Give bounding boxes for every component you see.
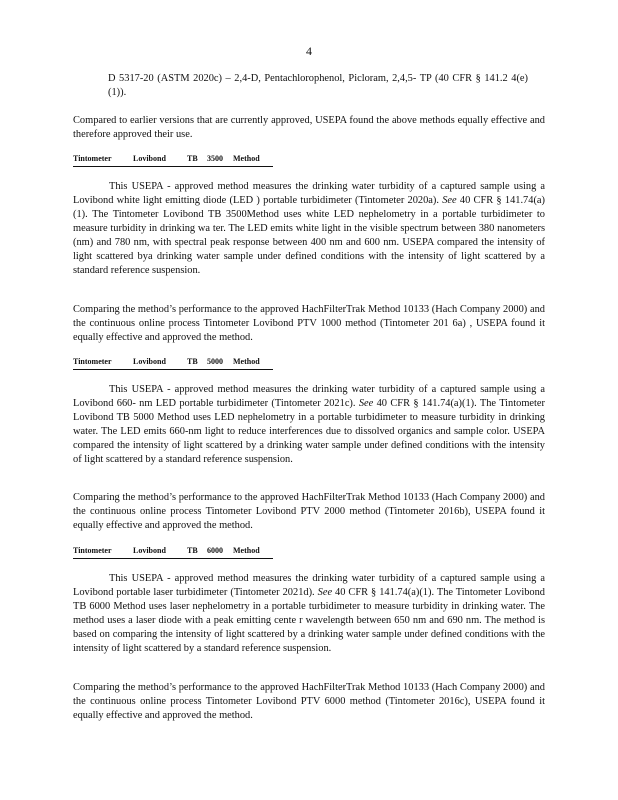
page-number: 4 bbox=[306, 44, 312, 58]
body-text: This USEPA - approved method measures the drinking water turbidity of a captured sample using a Lovibond 660- nm LED portable turbidimeter (Tintometer 2021c). bbox=[73, 384, 545, 409]
heading-word: Method bbox=[233, 154, 260, 163]
heading-word: 3500 bbox=[207, 154, 223, 163]
intro-paragraph: Compared to earlier versions that are currently approved, USEPA found the above methods equally effective and therefore approved their use. bbox=[73, 115, 545, 140]
body-text: This USEPA - approved method measures the drinking water turbidity of a captured sample using a Lovibond portable laser turbidimeter (Tintometer 2021d). bbox=[73, 573, 545, 598]
heading-word: Method bbox=[233, 546, 260, 555]
see-signal: See bbox=[442, 195, 457, 206]
body-text: 40 CFR § 141.74(a)(1). The Tintometer Lovibond TB 6000 Method uses laser nephelometry in a portable turbidimeter to measure turbidity in drinking water. The method uses a laser diode with a peak emitting cente r wavelength between 650 nm and 690 nm. The method is based on comparing the intensity of light scattered by a drinking water sample under defined conditions with the intensity of light scattered by a standard reference suspension. bbox=[73, 587, 545, 654]
heading-word: Lovibond bbox=[133, 154, 166, 163]
heading-word: Tintometer bbox=[73, 357, 112, 366]
section-comparison-tb3500: Comparing the method’s performance to the approved HachFilterTrak Method 10133 (Hach Company 2000) and the continuous online process Tintometer Lovibond PTV 1000 method (Tintometer 201 6a) , USEPA found it equally effective and approved the method. bbox=[73, 304, 545, 343]
see-signal: See bbox=[317, 587, 333, 598]
section-body-tb5000 bbox=[73, 383, 545, 467]
heading-word: 5000 bbox=[207, 357, 223, 366]
heading-word: Lovibond bbox=[133, 357, 166, 366]
section-comparison-tb5000: Comparing the method’s performance to the approved HachFilterTrak Method 10133 (Hach Company 2000) and the continuous online process Tintometer Lovibond PTV 2000 method (Tintometer 2016b), USEPA found it equally effective and approved the method. bbox=[73, 492, 545, 531]
heading-word: Method bbox=[233, 357, 260, 366]
section-comparison-tb6000: Comparing the method’s performance to the approved HachFilterTrak Method 10133 (Hach Company 2000) and the continuous online process Tintometer Lovibond PTV 6000 method (Tintometer 2016c), USEPA found it equally effective and approved the method. bbox=[73, 682, 545, 721]
body-text: 40 CFR § 141.74(a)(1). The Tintometer Lovibond TB 5000 Method uses LED nephelometry in a portable turbidimeter to measure turbidity in drinking water. The LED emits 660-nm light to reduce interferences due to dissolved organics and sample color. USEPA compared the intensity of light scattered by a drinking water sample under defined conditions with the intensity of light scattered by a standard reference suspension. bbox=[73, 398, 545, 465]
heading-word: Tintometer bbox=[73, 154, 112, 163]
heading-word: TB bbox=[187, 357, 198, 366]
heading-word: TB bbox=[187, 546, 198, 555]
heading-word: Lovibond bbox=[133, 546, 166, 555]
body-text: 40 CFR § 141.74(a)(1). The Tintometer Lovibond TB 3500Method uses white LED nephelometry in a portable turbidimeter to measure turbidity in drinking wa ter. The LED emits white light in the visible spectrum between 380 nanometers (nm) and 780 nm, with spectral peak response between 400 nm and 600 nm. USEPA compared the intensity of light scattered bya drinking water sample under defined conditions with the intensity of light scattered by a standard reference suspension. bbox=[73, 195, 545, 276]
reference-line: D 5317-20 (ASTM 2020c) – 2,4-D, Pentachlorophenol, Picloram, 2,4,5- TP (40 CFR § 141.2 4(e)(1)). bbox=[108, 73, 528, 98]
section-heading-tb3500 bbox=[73, 153, 273, 167]
heading-word: 6000 bbox=[207, 546, 223, 555]
section-body-tb3500 bbox=[73, 180, 545, 278]
section-body-tb6000 bbox=[73, 572, 545, 656]
see-signal: See bbox=[358, 398, 374, 409]
section-heading-tb5000 bbox=[73, 356, 273, 370]
body-text: This USEPA - approved method measures the drinking water turbidity of a captured sample using a Lovibond white light emitting diode (LED ) portable turbidimeter (Tintometer 2020a). bbox=[73, 181, 545, 206]
heading-word: TB bbox=[187, 154, 198, 163]
heading-word: Tintometer bbox=[73, 546, 112, 555]
section-heading-tb6000 bbox=[73, 545, 273, 559]
